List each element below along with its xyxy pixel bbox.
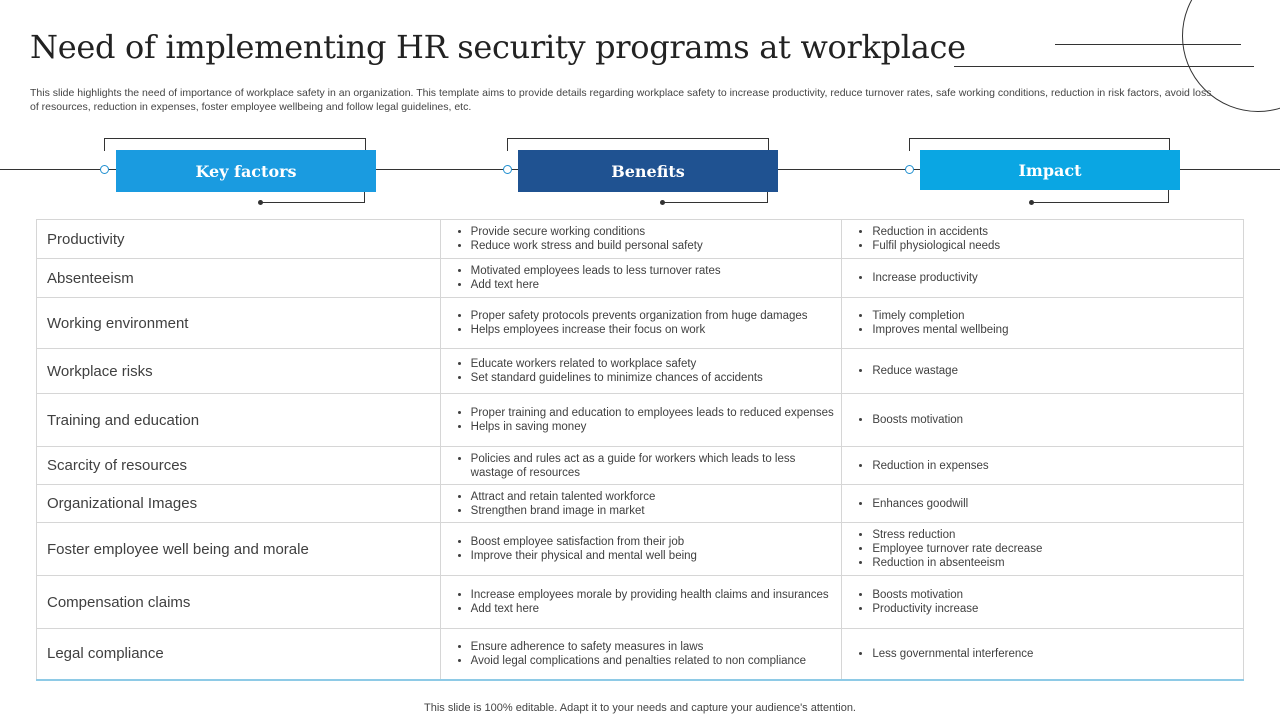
benefits-cell — [440, 485, 842, 523]
benefits-item: • Strengthen brand image in market — [471, 504, 842, 518]
table-row — [37, 220, 1244, 259]
impact-list — [842, 364, 1243, 378]
impact-item: • Productivity increase — [872, 602, 1243, 616]
benefits-list — [441, 535, 842, 563]
impact-list — [842, 271, 1243, 285]
table-row — [37, 349, 1244, 394]
impact-item: • Reduction in absenteeism — [872, 556, 1243, 570]
benefits-cell — [440, 629, 842, 680]
page-title: Need of implementing HR security programs at workplace — [30, 28, 966, 66]
benefits-item: • Attract and retain talented workforce — [471, 490, 842, 504]
impact-list — [842, 647, 1243, 661]
impact-item: • Increase productivity — [872, 271, 1243, 285]
benefits-list — [441, 225, 842, 253]
benefits-item: • Add text here — [471, 278, 842, 292]
footer-note: This slide is 100% editable. Adapt it to your needs and capture your audience's attention. — [424, 702, 856, 714]
benefits-list — [441, 588, 842, 616]
benefits-list — [441, 309, 842, 337]
impact-cell — [842, 220, 1244, 259]
header-impact: Impact — [920, 150, 1180, 190]
header-key-factors: Key factors — [116, 150, 376, 192]
table-row — [37, 447, 1244, 485]
benefits-cell — [440, 298, 842, 349]
impact-cell — [842, 447, 1244, 485]
header-bracket-bottom — [1031, 190, 1169, 203]
impact-cell — [842, 394, 1244, 447]
impact-list — [842, 459, 1243, 473]
benefits-item: • Ensure adherence to safety measures in laws — [471, 640, 842, 654]
table-row — [37, 576, 1244, 629]
benefits-item: • Policies and rules act as a guide for workers which leads to less wastage of resources — [471, 452, 842, 480]
impact-list — [842, 497, 1243, 511]
header-benefits: Benefits — [518, 150, 778, 192]
benefits-item: • Provide secure working conditions — [471, 225, 842, 239]
benefits-item: • Add text here — [471, 602, 842, 616]
impact-cell — [842, 298, 1244, 349]
impact-item: • Fulfil physiological needs — [872, 239, 1243, 253]
connector-dot — [660, 200, 665, 205]
impact-item: • Boosts motivation — [872, 413, 1243, 427]
impact-item: • Stress reduction — [872, 528, 1243, 542]
factors-table — [36, 219, 1244, 681]
impact-list — [842, 413, 1243, 427]
benefits-item: • Improve their physical and mental well being — [471, 549, 842, 563]
impact-list — [842, 225, 1243, 253]
benefits-item: • Helps employees increase their focus on work — [471, 323, 842, 337]
impact-cell — [842, 349, 1244, 394]
slide-description: This slide highlights the need of importance of workplace safety in an organization. This template aims to provide details regarding workplace safety to increase productivity, reduce turnover rates, safe working conditions, reduction in risk factors, avoid loss of resources, reduction in expenses, foster employee wellbeing and follow legal guidelines, etc. — [30, 87, 1212, 113]
impact-item: • Improves mental wellbeing — [872, 323, 1243, 337]
benefits-item: • Helps in saving money — [471, 420, 842, 434]
key-factor-cell: Compensation claims — [37, 576, 441, 629]
impact-cell — [842, 485, 1244, 523]
impact-list — [842, 309, 1243, 337]
benefits-list — [441, 357, 842, 385]
key-factor-cell: Foster employee well being and morale — [37, 523, 441, 576]
benefits-cell — [440, 394, 842, 447]
benefits-item: • Boost employee satisfaction from their job — [471, 535, 842, 549]
impact-item: • Enhances goodwill — [872, 497, 1243, 511]
connector-dot — [100, 165, 109, 174]
benefits-list — [441, 452, 842, 480]
impact-item: • Reduction in accidents — [872, 225, 1243, 239]
benefits-cell — [440, 576, 842, 629]
connector-dot — [503, 165, 512, 174]
connector-dot — [1029, 200, 1034, 205]
impact-item: • Reduce wastage — [872, 364, 1243, 378]
impact-item: • Reduction in expenses — [872, 459, 1243, 473]
impact-item: • Boosts motivation — [872, 588, 1243, 602]
table-row — [37, 485, 1244, 523]
table-row — [37, 298, 1244, 349]
benefits-list — [441, 490, 842, 518]
benefits-item: • Avoid legal complications and penalties related to non compliance — [471, 654, 842, 668]
key-factor-cell: Organizational Images — [37, 485, 441, 523]
benefits-cell — [440, 447, 842, 485]
impact-cell — [842, 576, 1244, 629]
key-factor-cell: Productivity — [37, 220, 441, 259]
benefits-cell — [440, 259, 842, 298]
impact-cell — [842, 523, 1244, 576]
benefits-list — [441, 264, 842, 292]
benefits-cell — [440, 220, 842, 259]
table-row — [37, 259, 1244, 298]
key-factor-cell: Working environment — [37, 298, 441, 349]
table-row — [37, 394, 1244, 447]
benefits-item: • Educate workers related to workplace safety — [471, 357, 842, 371]
benefits-item: • Reduce work stress and build personal safety — [471, 239, 842, 253]
key-factor-cell: Scarcity of resources — [37, 447, 441, 485]
table-row — [37, 523, 1244, 576]
impact-cell — [842, 259, 1244, 298]
impact-item: • Employee turnover rate decrease — [872, 542, 1243, 556]
connector-dot — [905, 165, 914, 174]
impact-list — [842, 528, 1243, 570]
benefits-item: • Motivated employees leads to less turnover rates — [471, 264, 842, 278]
benefits-item: • Proper safety protocols prevents organization from huge damages — [471, 309, 842, 323]
benefits-item: • Proper training and education to employees leads to reduced expenses — [471, 406, 842, 420]
benefits-cell — [440, 523, 842, 576]
key-factor-cell: Training and education — [37, 394, 441, 447]
benefits-list — [441, 406, 842, 434]
key-factor-cell: Absenteeism — [37, 259, 441, 298]
impact-item: • Timely completion — [872, 309, 1243, 323]
impact-item: • Less governmental interference — [872, 647, 1243, 661]
benefits-list — [441, 640, 842, 668]
benefits-cell — [440, 349, 842, 394]
impact-cell — [842, 629, 1244, 680]
table-row — [37, 629, 1244, 680]
benefits-item: • Increase employees morale by providing health claims and insurances — [471, 588, 842, 602]
key-factor-cell: Workplace risks — [37, 349, 441, 394]
key-factor-cell: Legal compliance — [37, 629, 441, 680]
benefits-item: • Set standard guidelines to minimize chances of accidents — [471, 371, 842, 385]
connector-dot — [258, 200, 263, 205]
impact-list — [842, 588, 1243, 616]
